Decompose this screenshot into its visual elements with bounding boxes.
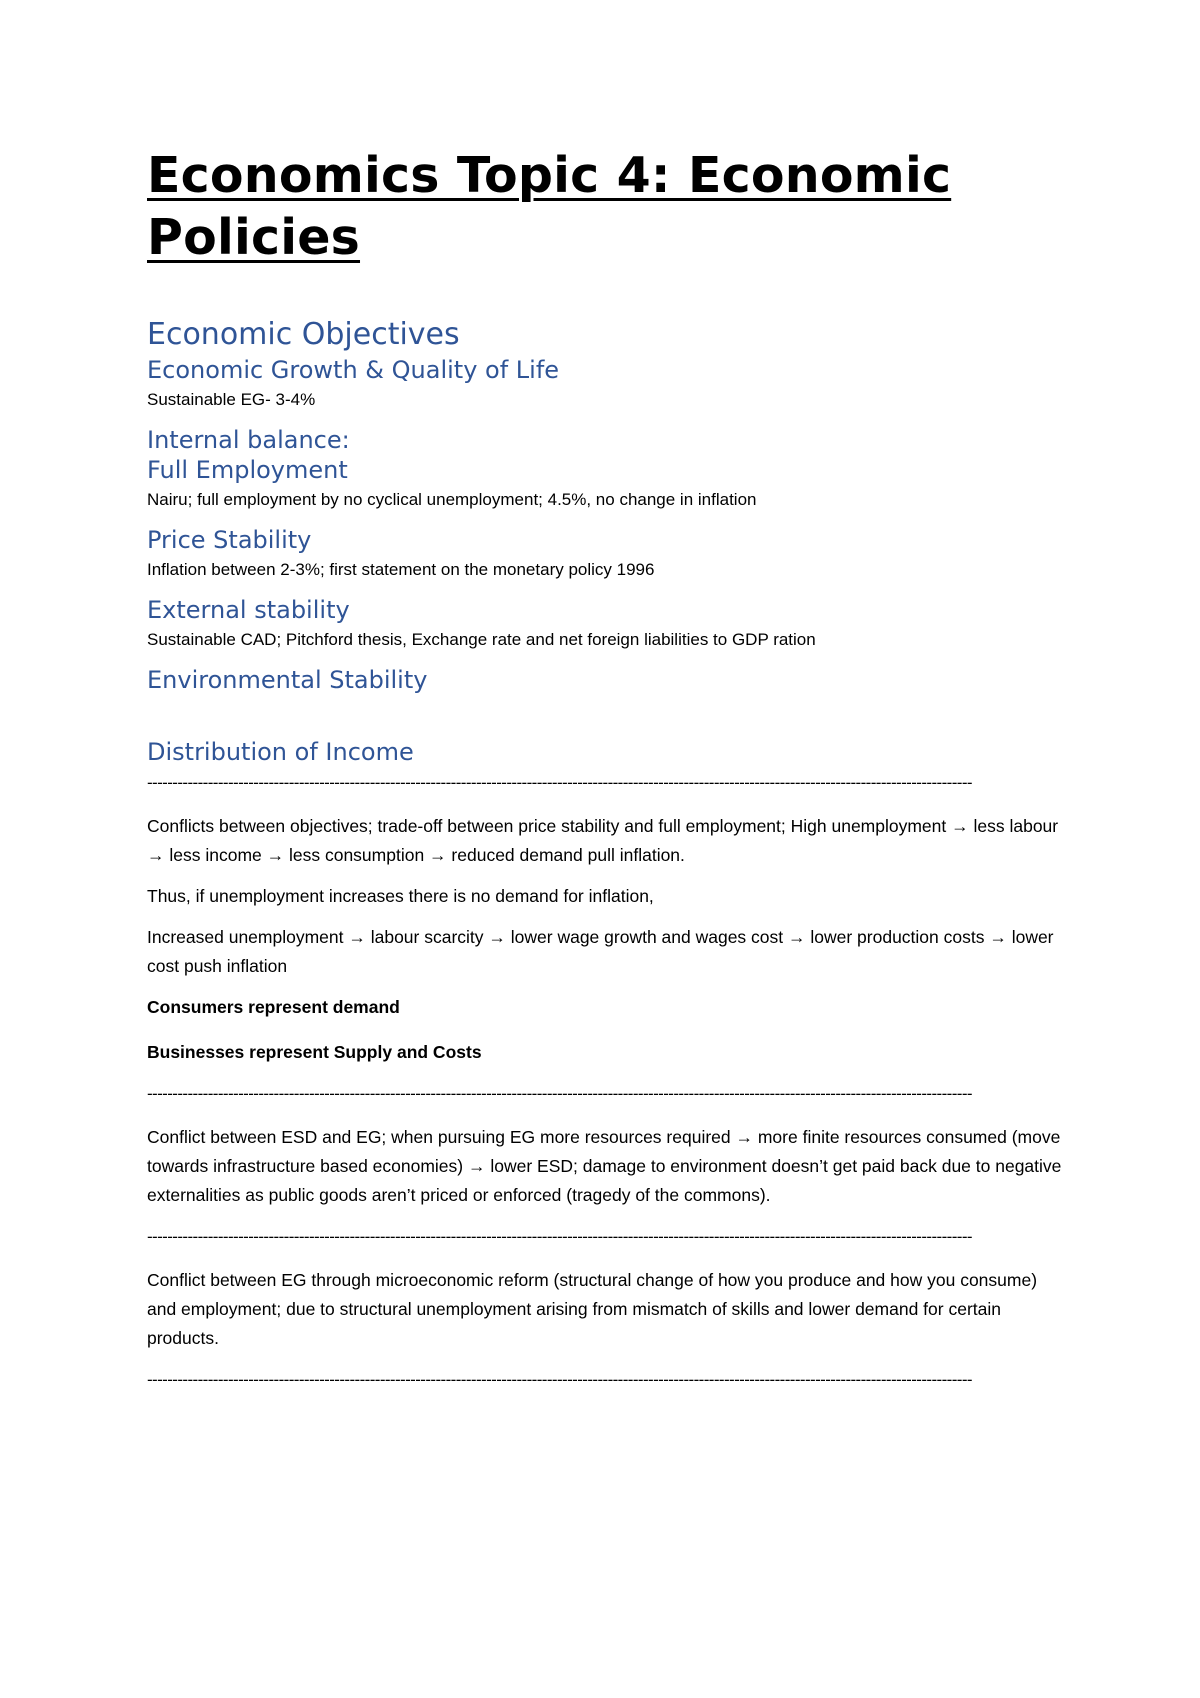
document-title: Economics Topic 4: Economic Policies: [147, 147, 952, 266]
heading-internal-balance: Internal balance:: [147, 426, 350, 454]
heading-distribution-of-income: Distribution of Income: [147, 738, 414, 766]
text-economic-growth: Sustainable EG- 3-4%: [147, 390, 316, 409]
text-consumers-demand: Consumers represent demand: [147, 997, 400, 1017]
heading-external-stability: External stability: [147, 596, 350, 624]
text-thus-unemployment: Thus, if unemployment increases there is no demand for inflation,: [147, 886, 654, 906]
heading-full-employment: Full Employment: [147, 456, 348, 484]
text-conflict-microeconomic: Conflict between EG through microeconomic reform (structural change of how you produce and how you consume) and employment; due to structural unemployment arising from mismatch of skills and lower demand for certain products.: [147, 1270, 1038, 1348]
heading-price-stability: Price Stability: [147, 526, 312, 554]
heading-economic-growth: Economic Growth & Quality of Life: [147, 356, 560, 384]
text-conflict-esd-eg: Conflict between ESD and EG; when pursuing EG more resources required → more finite resources consumed (move towards infrastructure based economies) → lower ESD; damage to environment doesn’t get paid back due to negative externalities as public goods aren’t priced or enforced (tragedy of the commons).: [147, 1127, 1062, 1205]
separator-line: -------------------------------------------------------------------------------------------------------------------------------------------------------------------: [147, 1227, 972, 1246]
separator-line: -------------------------------------------------------------------------------------------------------------------------------------------------------------------: [147, 1084, 972, 1103]
text-businesses-supply: Businesses represent Supply and Costs: [147, 1042, 482, 1062]
separator-line: -------------------------------------------------------------------------------------------------------------------------------------------------------------------: [147, 773, 972, 792]
text-conflict-price-employment: Conflicts between objectives; trade-off between price stability and full employment; High unemployment → less labour → less income → less consumption → reduced demand pull inflation.: [147, 816, 1059, 865]
heading-environmental-stability: Environmental Stability: [147, 666, 428, 694]
heading-economic-objectives: Economic Objectives: [147, 317, 460, 352]
document-page: [147, 145, 1062, 1391]
separator-line: -------------------------------------------------------------------------------------------------------------------------------------------------------------------: [147, 1370, 972, 1389]
text-full-employment: Nairu; full employment by no cyclical unemployment; 4.5%, no change in inflation: [147, 490, 757, 509]
text-external-stability: Sustainable CAD; Pitchford thesis, Exchange rate and net foreign liabilities to GDP ration: [147, 630, 816, 649]
text-price-stability: Inflation between 2-3%; first statement on the monetary policy 1996: [147, 560, 655, 579]
text-increased-unemployment: Increased unemployment → labour scarcity → lower wage growth and wages cost → lower production costs → lower cost push inflation: [147, 927, 1054, 976]
